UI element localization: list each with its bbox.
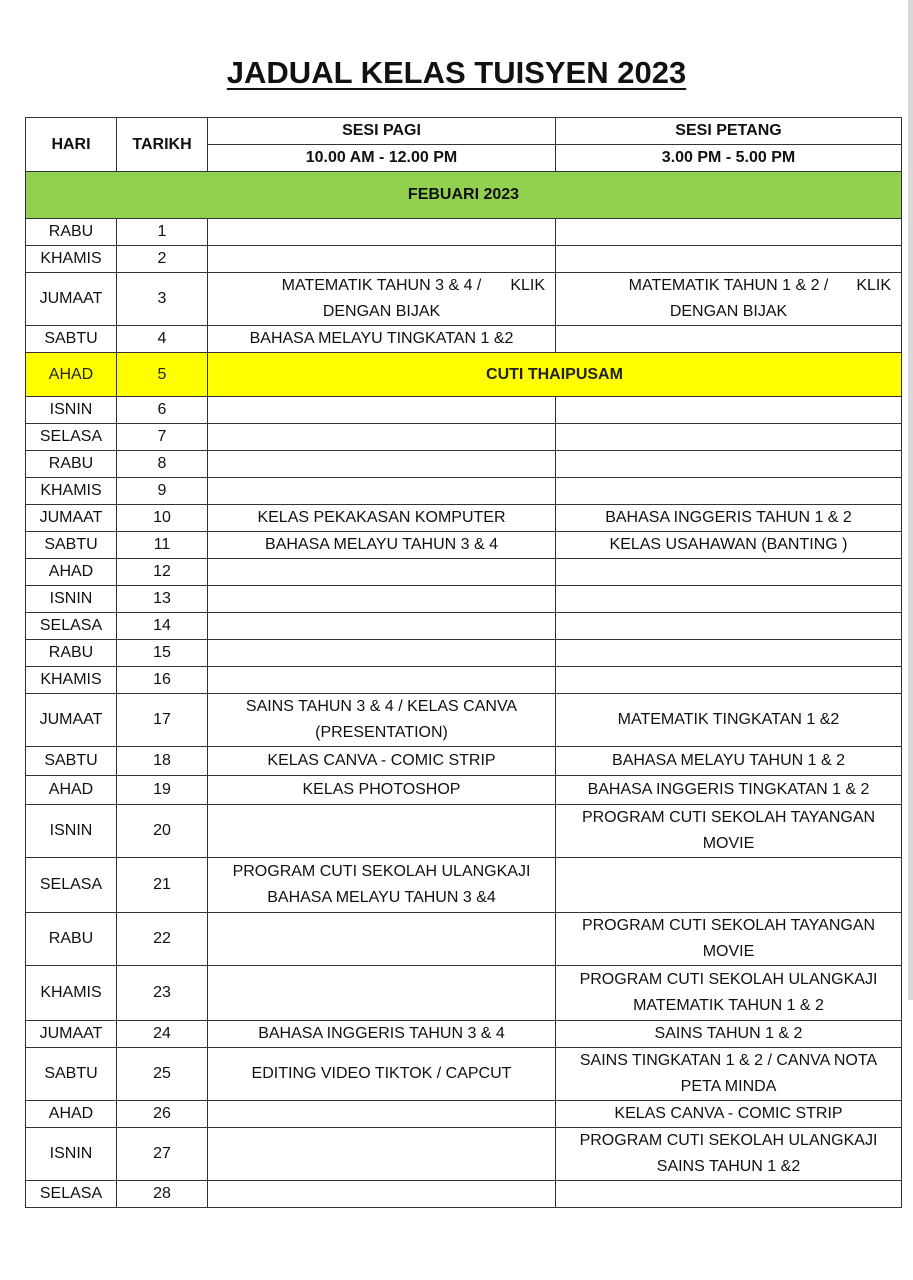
sesi-pagi-cell: [208, 505, 556, 532]
day-cell: JUMAAT: [26, 1021, 117, 1048]
table-row: [26, 966, 902, 1021]
day-cell: SABTU: [26, 747, 117, 776]
table-row: [26, 1021, 902, 1048]
session-entry: [560, 273, 897, 325]
sesi-pagi-cell: [208, 532, 556, 559]
sesi-pagi-cell: [208, 858, 556, 913]
sesi-petang-cell: [556, 667, 902, 694]
day-cell: ISNIN: [26, 805, 117, 858]
session-text: KELAS PHOTOSHOP: [302, 781, 461, 798]
table-row: [26, 858, 902, 913]
day-cell: JUMAAT: [26, 694, 117, 747]
session-text: SAINS TINGKATAN 1 & 2 / CANVA NOTA PETA MINDA: [579, 1052, 878, 1095]
date-cell: 3: [117, 273, 208, 326]
date-cell: 21: [117, 858, 208, 913]
month-row: [26, 172, 902, 219]
sesi-pagi-cell: [208, 747, 556, 776]
sesi-petang-cell: [556, 451, 902, 478]
date-cell: 24: [117, 1021, 208, 1048]
table-row: [26, 747, 902, 776]
session-text: BAHASA MELAYU TAHUN 3 & 4: [265, 536, 498, 553]
sesi-petang-cell: [556, 478, 902, 505]
session-text: EDITING VIDEO TIKTOK / CAPCUT: [251, 1065, 512, 1082]
date-cell: 15: [117, 640, 208, 667]
sesi-pagi-cell: [208, 1181, 556, 1208]
session-text: PROGRAM CUTI SEKOLAH ULANGKAJI BAHASA MELAYU TAHUN 3 &4: [232, 863, 531, 906]
sesi-pagi-cell: [208, 559, 556, 586]
date-cell: 19: [117, 776, 208, 805]
day-cell: RABU: [26, 219, 117, 246]
sesi-pagi-cell: [208, 586, 556, 613]
sesi-pagi-cell: [208, 805, 556, 858]
session-text: PROGRAM CUTI SEKOLAH TAYANGAN MOVIE: [581, 809, 876, 852]
table-row: [26, 478, 902, 505]
sesi-pagi-cell: [208, 478, 556, 505]
date-cell: 11: [117, 532, 208, 559]
sesi-pagi-cell: [208, 776, 556, 805]
day-cell: RABU: [26, 913, 117, 966]
session-text: BAHASA INGGERIS TAHUN 3 & 4: [258, 1025, 505, 1042]
date-cell: 16: [117, 667, 208, 694]
sesi-pagi-cell: [208, 424, 556, 451]
date-cell: 6: [117, 397, 208, 424]
month-label: FEBUARI 2023: [26, 172, 902, 219]
session-text: MATEMATIK TAHUN 3 & 4 / DENGAN BIJAK: [281, 277, 482, 320]
table-row: [26, 1048, 902, 1101]
sesi-petang-cell: [556, 246, 902, 273]
session-text: BAHASA MELAYU TINGKATAN 1 &2: [249, 330, 514, 347]
table-row: [26, 326, 902, 353]
header-tarikh: TARIKH: [117, 118, 208, 172]
date-cell: 28: [117, 1181, 208, 1208]
table-row: [26, 1128, 902, 1181]
date-cell: 4: [117, 326, 208, 353]
table-row: [26, 273, 902, 326]
session-text: PROGRAM CUTI SEKOLAH TAYANGAN MOVIE: [581, 917, 876, 960]
header-sesi-pagi: SESI PAGI: [208, 118, 556, 145]
table-row: [26, 246, 902, 273]
date-cell: 26: [117, 1101, 208, 1128]
sesi-pagi-cell: [208, 397, 556, 424]
table-row: [26, 505, 902, 532]
sesi-pagi-cell: [208, 219, 556, 246]
holiday-cell: CUTI THAIPUSAM: [208, 353, 902, 397]
klik-tag: KLIK: [856, 277, 891, 294]
session-text: BAHASA INGGERIS TINGKATAN 1 & 2: [587, 781, 870, 798]
sesi-petang-cell: [556, 858, 902, 913]
sesi-petang-cell: [556, 532, 902, 559]
sesi-petang-cell: [556, 326, 902, 353]
table-row: [26, 805, 902, 858]
sesi-petang-cell: [556, 219, 902, 246]
table-row: [26, 586, 902, 613]
sesi-pagi-cell: [208, 246, 556, 273]
day-cell: SELASA: [26, 858, 117, 913]
sesi-petang-cell: [556, 273, 902, 326]
table-row: [26, 424, 902, 451]
day-cell: AHAD: [26, 353, 117, 397]
table-row: [26, 776, 902, 805]
session-text: KELAS PEKAKASAN KOMPUTER: [257, 509, 506, 526]
day-cell: SELASA: [26, 613, 117, 640]
sesi-pagi-cell: [208, 640, 556, 667]
session-entry: [212, 273, 551, 325]
date-cell: 17: [117, 694, 208, 747]
sesi-petang-cell: [556, 913, 902, 966]
date-cell: 13: [117, 586, 208, 613]
session-text: SAINS TAHUN 1 & 2: [654, 1025, 803, 1042]
day-cell: KHAMIS: [26, 667, 117, 694]
sesi-pagi-cell: [208, 1101, 556, 1128]
session-text: MATEMATIK TAHUN 1 & 2 / DENGAN BIJAK: [628, 277, 829, 320]
sesi-pagi-cell: [208, 694, 556, 747]
schedule-table: [25, 117, 902, 1208]
date-cell: 8: [117, 451, 208, 478]
sesi-petang-cell: [556, 694, 902, 747]
schedule-body: [26, 118, 902, 1208]
header-pagi-time: 10.00 AM - 12.00 PM: [208, 145, 556, 172]
day-cell: AHAD: [26, 559, 117, 586]
sesi-pagi-cell: [208, 273, 556, 326]
header-row-labels: [26, 118, 902, 145]
date-cell: 22: [117, 913, 208, 966]
table-row: [26, 559, 902, 586]
sesi-pagi-cell: [208, 667, 556, 694]
day-cell: AHAD: [26, 776, 117, 805]
sesi-pagi-cell: [208, 1048, 556, 1101]
sesi-petang-cell: [556, 1021, 902, 1048]
sesi-pagi-cell: [208, 966, 556, 1021]
day-cell: KHAMIS: [26, 246, 117, 273]
sesi-petang-cell: [556, 747, 902, 776]
table-row: [26, 913, 902, 966]
table-row: [26, 532, 902, 559]
sesi-petang-cell: [556, 559, 902, 586]
session-text: SAINS TAHUN 3 & 4 / KELAS CANVA (PRESENTATION): [245, 698, 518, 741]
session-text: BAHASA INGGERIS TAHUN 1 & 2: [605, 509, 852, 526]
table-row: [26, 219, 902, 246]
date-cell: 2: [117, 246, 208, 273]
sesi-petang-cell: [556, 613, 902, 640]
sesi-pagi-cell: [208, 613, 556, 640]
table-row: [26, 1101, 902, 1128]
header-hari: HARI: [26, 118, 117, 172]
day-cell: SABTU: [26, 532, 117, 559]
sesi-petang-cell: [556, 1101, 902, 1128]
day-cell: RABU: [26, 451, 117, 478]
sesi-petang-cell: [556, 966, 902, 1021]
sesi-petang-cell: [556, 640, 902, 667]
table-row: [26, 1181, 902, 1208]
session-text: KELAS CANVA - COMIC STRIP: [267, 752, 496, 769]
table-row: [26, 613, 902, 640]
sesi-petang-cell: [556, 776, 902, 805]
session-text: BAHASA MELAYU TAHUN 1 & 2: [612, 752, 845, 769]
date-cell: 7: [117, 424, 208, 451]
table-row: [26, 694, 902, 747]
day-cell: JUMAAT: [26, 505, 117, 532]
day-cell: KHAMIS: [26, 966, 117, 1021]
sesi-petang-cell: [556, 505, 902, 532]
table-row: [26, 667, 902, 694]
sesi-petang-cell: [556, 1181, 902, 1208]
table-row: [26, 451, 902, 478]
date-cell: 25: [117, 1048, 208, 1101]
date-cell: 9: [117, 478, 208, 505]
day-cell: ISNIN: [26, 397, 117, 424]
table-row: [26, 397, 902, 424]
sesi-petang-cell: [556, 586, 902, 613]
day-cell: SABTU: [26, 1048, 117, 1101]
session-text: MATEMATIK TINGKATAN 1 &2: [617, 711, 840, 728]
day-cell: JUMAAT: [26, 273, 117, 326]
day-cell: SABTU: [26, 326, 117, 353]
date-cell: 1: [117, 219, 208, 246]
session-text: PROGRAM CUTI SEKOLAH ULANGKAJI SAINS TAHUN 1 &2: [579, 1132, 878, 1175]
day-cell: KHAMIS: [26, 478, 117, 505]
sesi-petang-cell: [556, 805, 902, 858]
header-petang-time: 3.00 PM - 5.00 PM: [556, 145, 902, 172]
sesi-pagi-cell: [208, 913, 556, 966]
day-cell: ISNIN: [26, 1128, 117, 1181]
day-cell: SELASA: [26, 424, 117, 451]
date-cell: 5: [117, 353, 208, 397]
sesi-pagi-cell: [208, 451, 556, 478]
page-title-text: JADUAL KELAS TUISYEN 2023: [226, 55, 687, 90]
table-row: [26, 353, 902, 397]
sesi-petang-cell: [556, 1128, 902, 1181]
klik-tag: KLIK: [510, 277, 545, 294]
day-cell: ISNIN: [26, 586, 117, 613]
day-cell: AHAD: [26, 1101, 117, 1128]
sesi-petang-cell: [556, 397, 902, 424]
date-cell: 18: [117, 747, 208, 776]
date-cell: 27: [117, 1128, 208, 1181]
sesi-petang-cell: [556, 1048, 902, 1101]
session-text: KELAS USAHAWAN (BANTING ): [609, 536, 848, 553]
day-cell: RABU: [26, 640, 117, 667]
date-cell: 23: [117, 966, 208, 1021]
page-edge-strip: [908, 0, 913, 1000]
sesi-pagi-cell: [208, 1021, 556, 1048]
header-sesi-petang: SESI PETANG: [556, 118, 902, 145]
table-row: [26, 640, 902, 667]
date-cell: 20: [117, 805, 208, 858]
session-text: PROGRAM CUTI SEKOLAH ULANGKAJI MATEMATIK TAHUN 1 & 2: [579, 971, 878, 1014]
date-cell: 14: [117, 613, 208, 640]
day-cell: SELASA: [26, 1181, 117, 1208]
sesi-petang-cell: [556, 424, 902, 451]
page-title: [0, 54, 913, 92]
date-cell: 12: [117, 559, 208, 586]
date-cell: 10: [117, 505, 208, 532]
sesi-pagi-cell: [208, 326, 556, 353]
session-text: KELAS CANVA - COMIC STRIP: [614, 1105, 843, 1122]
sesi-pagi-cell: [208, 1128, 556, 1181]
